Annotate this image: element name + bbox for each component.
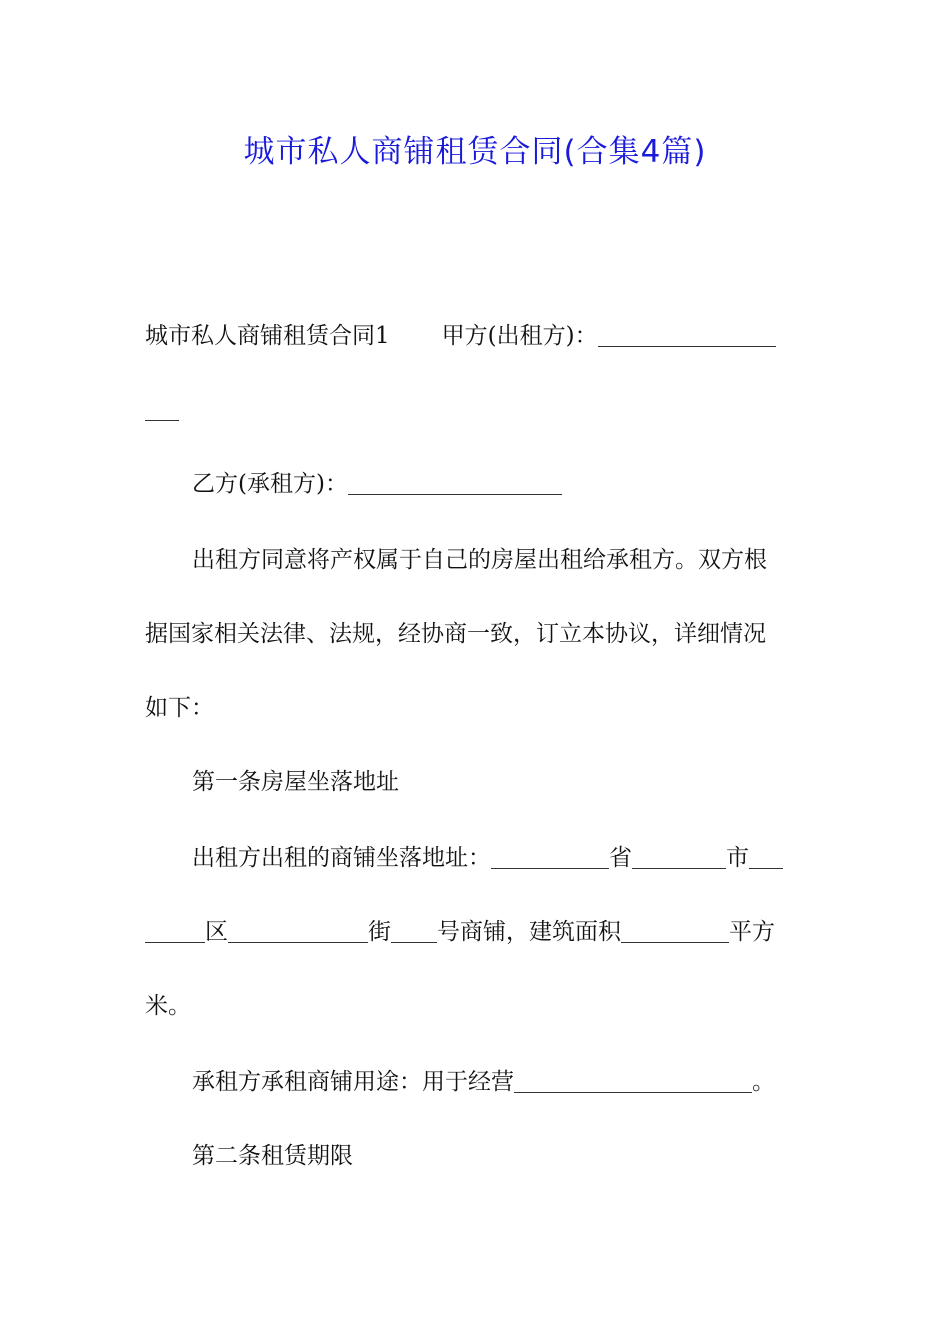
contract-heading: 城市私人商铺租赁合同1 xyxy=(145,323,390,349)
area-unit-label: 平方 xyxy=(729,919,775,945)
intro-text-line: 据国家相关法律、法规，经协商一致，订立本协议，详细情况 xyxy=(145,621,766,647)
district-blank-start xyxy=(749,846,783,869)
usage-blank xyxy=(514,1070,752,1093)
page-title: 城市私人商铺租赁合同(合集4篇) xyxy=(243,134,707,170)
party-a-label: 甲方(出租方)： xyxy=(441,323,598,349)
address-label: 出租方出租的商铺坐落地址： xyxy=(192,845,491,871)
paragraph-line xyxy=(145,544,807,576)
intro-text-line: 出租方同意将产权属于自己的房屋出租给承租方。双方根 xyxy=(192,547,767,573)
area-blank xyxy=(621,920,729,943)
number-label: 号商铺，建筑面积 xyxy=(437,919,621,945)
paragraph-line xyxy=(145,394,807,426)
section-heading xyxy=(145,766,807,798)
street-label: 街 xyxy=(368,919,391,945)
paragraph-line xyxy=(145,990,807,1022)
party-b-blank xyxy=(348,472,562,495)
intro-text-line: 如下： xyxy=(145,695,214,721)
number-blank xyxy=(391,920,437,943)
section-heading xyxy=(145,1140,807,1172)
city-label: 市 xyxy=(726,845,749,871)
paragraph-line xyxy=(145,618,807,650)
city-blank xyxy=(632,846,726,869)
province-blank xyxy=(491,846,609,869)
paragraph-line xyxy=(145,692,807,724)
district-blank-end xyxy=(145,920,205,943)
area-unit-label-end: 米。 xyxy=(145,993,191,1019)
district-label: 区 xyxy=(205,919,228,945)
province-label: 省 xyxy=(609,845,632,871)
party-b-label: 乙方(承租方)： xyxy=(192,471,348,497)
paragraph-line xyxy=(145,842,807,874)
paragraph-line xyxy=(145,916,807,948)
party-a-blank xyxy=(598,324,776,347)
article-2-heading: 第二条租赁期限 xyxy=(192,1143,353,1169)
paragraph-line xyxy=(145,1066,807,1098)
usage-end-punctuation: 。 xyxy=(752,1069,775,1095)
usage-label: 承租方承租商铺用途：用于经营 xyxy=(192,1069,514,1095)
street-blank xyxy=(228,920,368,943)
document-body xyxy=(145,320,807,1172)
article-1-heading: 第一条房屋坐落地址 xyxy=(192,769,399,795)
party-a-blank-continued xyxy=(145,398,179,421)
paragraph-line xyxy=(145,320,807,352)
paragraph-line xyxy=(145,468,807,500)
